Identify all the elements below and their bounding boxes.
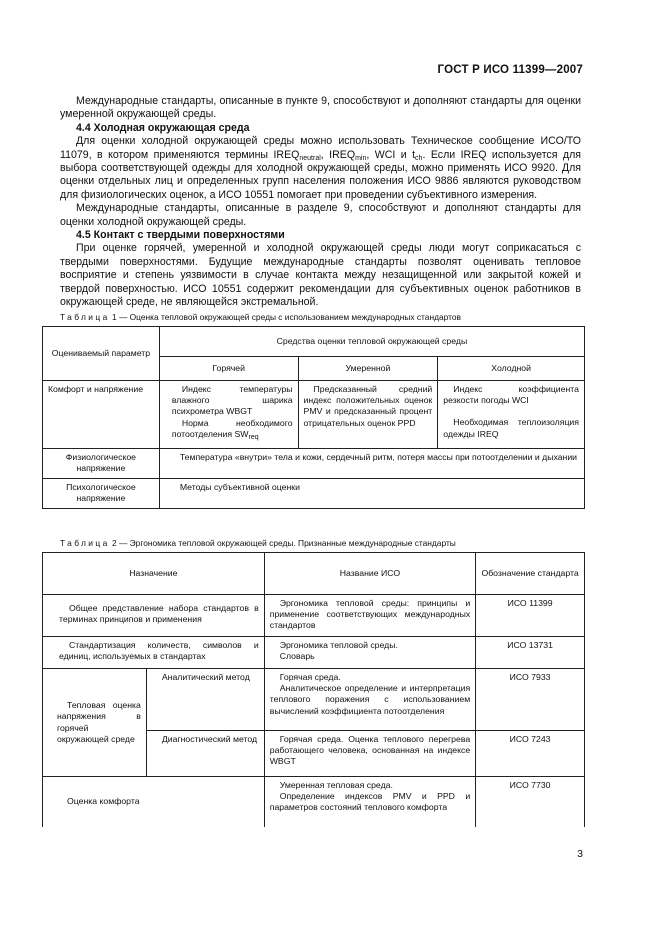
t2-r4-code: ИСО 7243 xyxy=(476,731,585,777)
t2-r4-name: Горячая среда. Оценка теплового перегрева работающего человека, основанная на индексе WBGT xyxy=(264,731,475,777)
t1-head-cold: Холодной xyxy=(438,357,585,381)
table-row xyxy=(43,669,585,731)
document-header: ГОСТ Р ИСО 11399—2007 xyxy=(437,64,583,76)
t2-head-code: Обозначение стандарта xyxy=(476,553,585,595)
page-number: 3 xyxy=(577,848,583,860)
paragraph-moderate-standards: Международные стандарты, описанные в пункте 9, способствуют и дополняют стандарты для оценки умеренной окружающей среды. xyxy=(60,95,581,121)
paragraph-solid-surfaces: При оценке горячей, умеренной и холодной окружающей среды люди могут соприкасаться с твердыми поверхностями. Будущие международные стандарты позволят оценивать тепловое восприятие и степень уязвимости в случае контакта между незащищенной или закрытой кожей и твердой поверхностью. ИСО 10551 содержит рекомендации для субъективных оценок работников в окружающей среде, не являющейся экстремальной. xyxy=(60,242,581,309)
t2-r5-name: Умеренная тепловая среда. Определение индексов PMV и PPD и параметров состояний теплового комфорта xyxy=(264,777,475,827)
table2-caption: Таблица 2 — Эргономика тепловой окружающей среды. Признанные международные стандарты xyxy=(60,538,456,548)
table1-caption: Таблица 1 — Оценка тепловой окружающей среды с использованием международных стандартов xyxy=(60,312,461,322)
t2-head-purpose: Назначение xyxy=(43,553,265,595)
t1-r3-text: Методы субъективной оценки xyxy=(159,479,584,509)
t1-r1-hot: Индекс температуры влажного шарика психрометра WBGT Норма необходимого потоотделения $SW_{req}$ xyxy=(159,381,298,449)
t2-r5-code: ИСО 7730 xyxy=(476,777,585,827)
t2-r2-purpose: Стандартизация количеств, символов и единиц, используемых в стандартах xyxy=(43,637,265,669)
section-4-4-heading: 4.4 Холодная окружающая среда xyxy=(76,121,250,134)
table-row xyxy=(43,381,585,449)
t2-r5-purpose: Оценка комфорта xyxy=(43,777,265,827)
t2-r3-sub: Аналитический метод xyxy=(146,669,264,731)
t1-r2-text: Температура «внутри» тела и кожи, сердечный ритм, потеря массы при потоотделении и дыхании xyxy=(159,449,584,479)
body-text xyxy=(60,95,581,310)
t2-r1-purpose: Общее представление набора стандартов в терминах принципов и применения xyxy=(43,595,265,637)
table-row xyxy=(43,449,585,479)
table-row xyxy=(43,637,585,669)
t2-r3-name: Горячая среда. Аналитическое определение и интерпретация теплового поражения с использованием вычислений коэффициента потоотделения xyxy=(264,669,475,731)
t1-r1-label: Комфорт и напряжение xyxy=(43,381,160,449)
t1-head-hot: Горячей xyxy=(159,357,298,381)
t1-head-means: Средства оценки тепловой окружающей среды xyxy=(159,327,584,357)
t1-r1-moderate: Предсказанный средний индекс положительных оценок PMV и предсказанный процент отрицательных оценок PPD xyxy=(298,381,438,449)
t2-head-name: Название ИСО xyxy=(264,553,475,595)
t2-r3-code: ИСО 7933 xyxy=(476,669,585,731)
table-row xyxy=(43,479,585,509)
t1-head-moderate: Умеренной xyxy=(298,357,438,381)
table-row xyxy=(43,777,585,827)
paragraph-cold-environment: Для оценки холодной окружающей среды можно использовать Техническое сообщение ИСО/ТО 11079, в котором применяются термины $IREQ_{neutral}$, $IREQ_{min}$, WCI и $t_{ch}$. Если IREQ используется для выбора соответствующей одежды для холодной окружающей среды, можно применять ИСО 9920. Для оценки отдельных лиц и определенных групп населения положения ИСО 9886 являются руководством для физиологических оценок, а ИСО 10551 помогает при проведении субъективного измерения. xyxy=(60,135,581,201)
table-thermal-assessment xyxy=(42,326,585,509)
table-row xyxy=(43,595,585,637)
t1-r1-cold: Индекс коэффициента резкости погоды WCI Необходимая теплоизоляция одежды IREQ xyxy=(438,381,585,449)
t2-r1-name: Эргономика тепловой среды: принципы и применение соответствующих международных стандартов xyxy=(264,595,475,637)
section-4-5-heading: 4.5 Контакт с твердыми поверхностями xyxy=(76,229,285,242)
t1-r3-label: Психологическое напряжение xyxy=(43,479,160,509)
t2-r4-sub: Диагностический метод xyxy=(146,731,264,777)
t1-r2-label: Физиологическое напряжение xyxy=(43,449,160,479)
table-ergonomics-standards xyxy=(42,552,585,827)
t2-r2-name: Эргономика тепловой среды. Словарь xyxy=(264,637,475,669)
t2-r1-code: ИСО 11399 xyxy=(476,595,585,637)
t2-r3-group: Тепловая оценка напряжения в горячей окружающей среде xyxy=(43,669,147,777)
paragraph-cold-standards: Международные стандарты, описанные в разделе 9, способствуют и дополняют стандарты для оценки холодной окружающей среды. xyxy=(60,202,581,228)
t2-r2-code: ИСО 13731 xyxy=(476,637,585,669)
t1-head-param: Оцениваемый параметр xyxy=(43,327,160,381)
